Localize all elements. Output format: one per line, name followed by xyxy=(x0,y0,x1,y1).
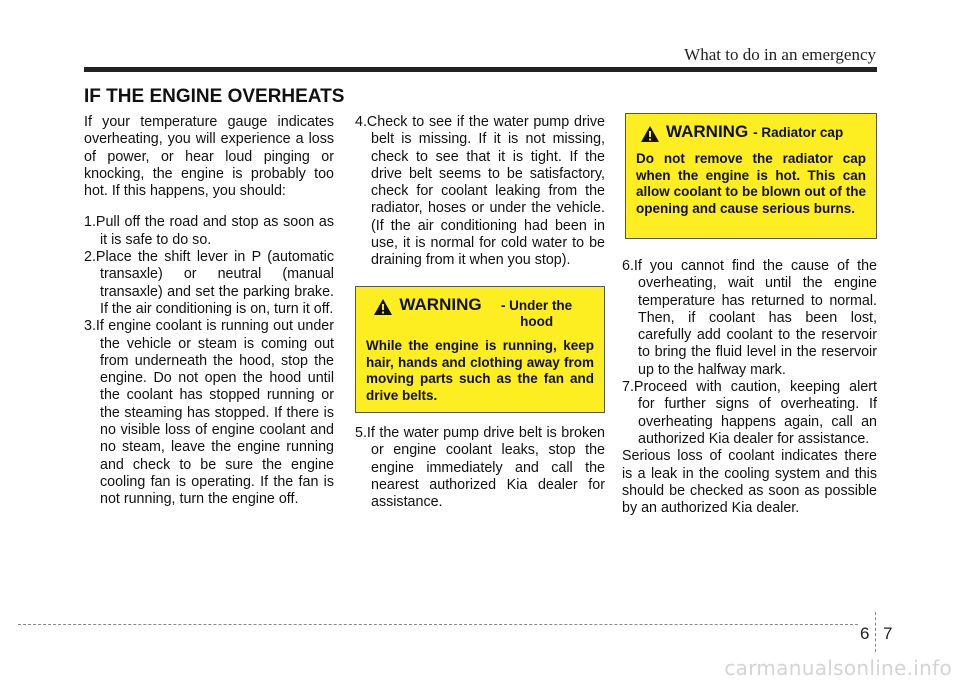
warning-box-under-hood xyxy=(355,286,605,413)
step-3: 3.If engine coolant is running out under the vehicle or steam is coming out from underneath the hood, stop the engine. Do not open the hood until the coolant has stopped running or the steaming has stopped. If there is no visible loss of engine coolant and no steam, leave the engine running and check to be sure the engine cooling fan is operating. If the fan is not running, turn the engine off. xyxy=(84,318,334,508)
step-7: 7.Proceed with caution, keeping alert for further signs of overheating. If overheating happens again, call an authorized Kia dealer for assistance. xyxy=(622,379,877,447)
column-middle-lower xyxy=(355,425,605,511)
warning-body: While the engine is running, keep hair, hands and clothing away from moving parts such as the fan and drive belts. xyxy=(366,338,594,403)
step-6: 6.If you cannot find the cause of the overheating, wait until the engine temperature has returned to normal. Then, if coolant has been lost, carefully add coolant to the reservoir to bring the fluid level in the reservoir up to the halfway mark. xyxy=(622,258,877,378)
step-5: 5.If the water pump drive belt is broken or engine coolant leaks, stop the engine immediately and call the nearest authorized Kia dealer for assistance. xyxy=(355,425,605,511)
steps-list-middle-lower xyxy=(355,425,605,511)
column-left xyxy=(84,114,334,509)
warning-heading xyxy=(366,295,594,330)
warning-triangle-icon xyxy=(640,125,660,143)
page-number-separator xyxy=(875,612,876,652)
steps-list-right xyxy=(622,258,877,448)
warning-word: WARNING xyxy=(666,122,749,141)
steps-list-left xyxy=(84,214,334,508)
warning-body: Do not remove the radiator cap when the engine is hot. This can allow coolant to be blown out of the opening and cause serious burns. xyxy=(636,151,866,216)
column-middle xyxy=(355,114,605,270)
intro-paragraph: If your temperature gauge indicates overheating, you will experience a loss of power, or hear loud pinging or knocking, the engine is probably too hot. If this happens, you should: xyxy=(84,114,334,200)
watermark: carmanualsonline.info xyxy=(724,656,952,680)
header-rule xyxy=(84,67,877,72)
steps-list-middle xyxy=(355,114,605,270)
header-title: What to do in an emergency xyxy=(684,45,876,64)
warning-word: WARNING xyxy=(399,295,482,314)
section-title: IF THE ENGINE OVERHEATS xyxy=(84,86,345,107)
footer-dashed-rule xyxy=(18,624,858,625)
warning-heading xyxy=(636,122,866,143)
step-4: 4.Check to see if the water pump drive belt is missing. If it is not missing, check to see that it is tight. If the drive belt seems to be satisfactory, check for coolant leaking from the radiator, hoses or under the vehicle. (If the air conditioning had been in use, it is normal for cold water to be draining from it when you stop). xyxy=(355,114,605,269)
warning-subject: - Radiator cap xyxy=(753,125,844,140)
closing-paragraph: Serious loss of coolant indicates there is a leak in the cooling system and this should be checked as soon as possible by an authorized Kia dealer. xyxy=(622,448,877,517)
step-2: 2.Place the shift lever in P (automatic transaxle) or neutral (manual transaxle) and set the parking brake. If the air conditioning is on, turn it off. xyxy=(84,249,334,317)
step-1: 1.Pull off the road and stop as soon as it is safe to do so. xyxy=(84,214,334,248)
column-right xyxy=(622,258,877,517)
page-number-chapter: 6 xyxy=(860,624,870,643)
warning-subject: - Under the hood xyxy=(500,298,573,329)
warning-box-radiator-cap xyxy=(625,113,877,239)
page-number-page: 7 xyxy=(883,624,893,643)
warning-triangle-icon xyxy=(373,298,393,316)
